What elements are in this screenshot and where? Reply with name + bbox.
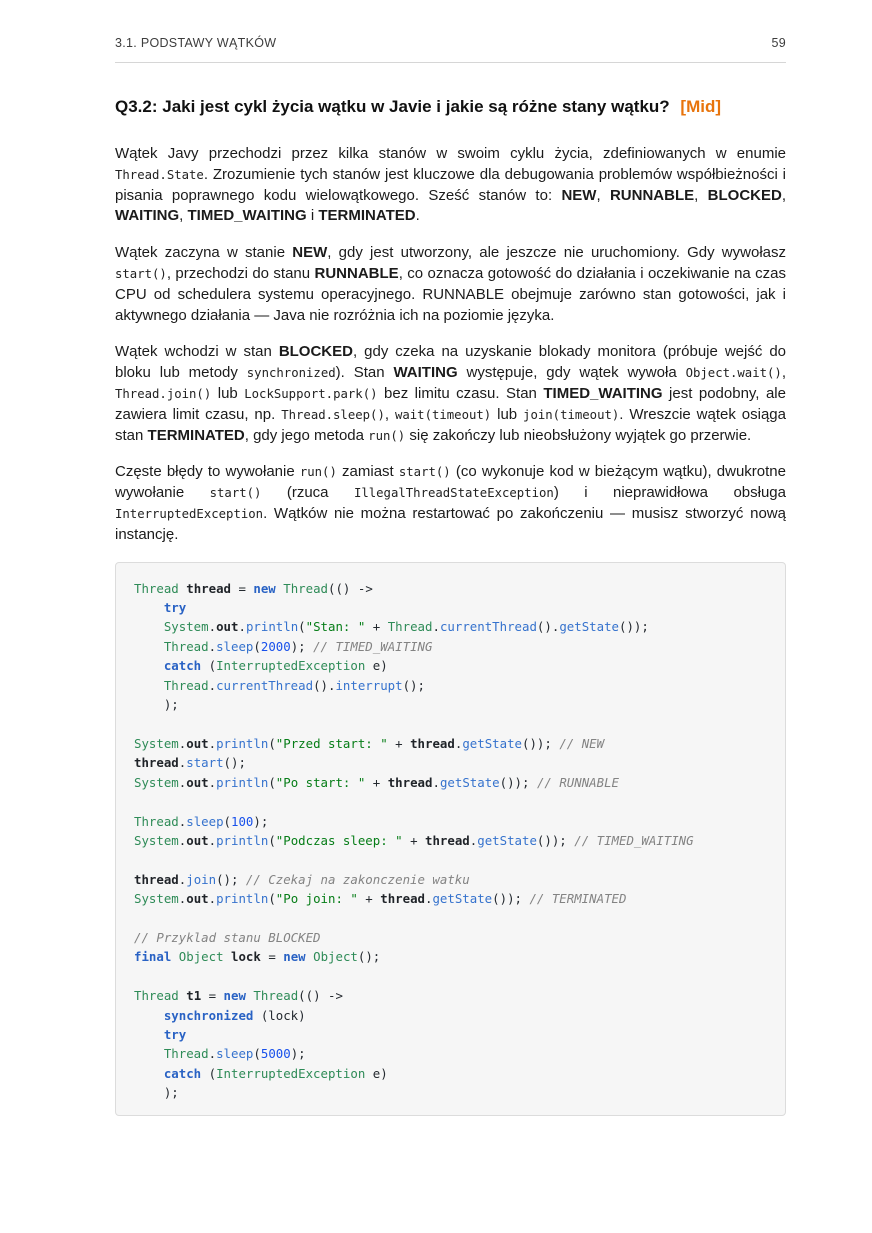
difficulty-badge: [Mid]: [680, 97, 721, 116]
code-line: [134, 1083, 767, 1102]
code-token: +: [357, 891, 381, 907]
code-token: thread: [134, 871, 179, 887]
code-token: ();: [216, 871, 246, 887]
code-line: [134, 579, 767, 598]
code-line: [134, 598, 767, 617]
code-token: "Po join: ": [275, 891, 358, 907]
code-line: [134, 928, 767, 947]
code-token: thread: [425, 832, 470, 848]
code-token: .: [208, 774, 217, 790]
code-token: 5000: [260, 1046, 291, 1062]
text-segment: Wątek Javy przechodzi przez kilka stanów w swoim cyklu życia, zdefiniowanych w enumie: [115, 145, 786, 163]
inline-code: wait(timeout): [394, 407, 492, 422]
code-token: (: [268, 774, 276, 790]
code-token: ().: [313, 677, 336, 693]
paragraph: [115, 243, 786, 326]
code-token: println: [245, 619, 299, 635]
text-segment: , gdy jego metoda: [244, 426, 369, 444]
code-token: (() ->: [328, 580, 373, 596]
code-token: InterruptedException: [216, 1065, 366, 1081]
code-line: [134, 889, 767, 908]
inline-code: Thread.State: [115, 167, 204, 182]
code-line: [134, 947, 767, 966]
code-token: println: [216, 774, 269, 790]
code-token: Thread: [163, 1046, 209, 1062]
code-line: [134, 1006, 767, 1025]
code-token: (lock): [253, 1007, 306, 1023]
paragraph: [115, 144, 786, 227]
code-token: Object: [178, 949, 224, 965]
code-token: ());: [522, 735, 560, 751]
code-token: .: [208, 891, 217, 907]
question-title: [115, 96, 786, 118]
code-line: [134, 1064, 767, 1083]
code-token: start: [186, 755, 224, 771]
bold-term: TIMED_WAITING: [187, 207, 307, 225]
code-token: getState: [432, 891, 493, 907]
text-segment: występuje, gdy wątek wywoła: [457, 364, 686, 382]
code-token: t1: [186, 988, 202, 1004]
code-token: out: [186, 891, 209, 907]
bold-term: RUNNABLE: [314, 265, 399, 283]
text-segment: ). Stan: [335, 364, 394, 382]
inline-code: join(timeout): [523, 407, 620, 422]
bold-term: TERMINATED: [318, 207, 416, 225]
code-token: // TERMINATED: [529, 891, 627, 907]
code-token: (: [268, 891, 276, 907]
code-token: new: [253, 580, 276, 596]
code-token: ());: [499, 774, 537, 790]
code-token: join: [186, 871, 217, 887]
code-token: catch: [163, 658, 202, 674]
text-segment: , przechodzi do stanu: [166, 265, 315, 283]
code-token: .: [178, 891, 187, 907]
code-token: (: [223, 813, 232, 829]
text-segment: ,: [694, 186, 708, 204]
code-token: try: [163, 600, 187, 616]
code-token: (: [253, 1046, 261, 1062]
bold-term: NEW: [561, 186, 597, 204]
code-token: +: [365, 774, 388, 790]
inline-code: Thread.sleep(): [281, 407, 385, 422]
code-token: ());: [536, 832, 575, 848]
code-line: [134, 773, 767, 792]
text-segment: ,: [596, 186, 610, 204]
inline-code: synchronized: [246, 366, 336, 381]
code-line: [134, 714, 767, 733]
text-segment: ,: [384, 405, 395, 423]
text-segment: . Zrozumienie tych stanów jest kluczowe dla debugowania problemów współbieżności i pisania poprawnego kodu wielowątkowego. Sześć stanów to:: [115, 165, 786, 204]
text-segment: Częste błędy to wywołanie: [115, 463, 300, 481]
code-line: [134, 695, 767, 714]
text-segment: Wątek zaczyna w stanie: [115, 244, 293, 262]
bold-term: WAITING: [115, 207, 180, 225]
code-token: ();: [402, 677, 425, 693]
code-line: [134, 1025, 767, 1044]
inline-code: InterruptedException: [115, 507, 264, 522]
code-token: );: [134, 1085, 179, 1101]
text-segment: Wątek wchodzi w stan: [115, 343, 279, 361]
code-token: // TIMED_WAITING: [574, 832, 694, 848]
code-token: [134, 1046, 164, 1061]
code-token: e): [365, 1065, 388, 1081]
code-line: [134, 792, 767, 811]
code-token: println: [216, 832, 269, 848]
code-token: [134, 1008, 164, 1023]
code-token: .: [208, 832, 217, 848]
inline-code: start(): [398, 465, 451, 480]
code-token: );: [253, 813, 269, 829]
text-segment: , gdy czeka na uzyskanie blokady monitora (próbuje wejść do bloku lub metody: [115, 343, 787, 382]
page-header: [115, 0, 786, 50]
text-segment: . Wreszcie wątek osiąga stan: [115, 405, 786, 444]
code-line: [134, 831, 767, 850]
inline-code: Thread.join(): [115, 387, 212, 402]
code-token: .: [208, 638, 217, 654]
code-token: "Stan: ": [305, 619, 366, 635]
code-line: [134, 909, 767, 928]
code-token: );: [290, 1046, 306, 1062]
code-token: getState: [559, 619, 619, 635]
bold-term: BLOCKED: [707, 186, 782, 204]
code-token: [134, 1027, 164, 1042]
text-segment: i: [306, 207, 319, 225]
code-token: // Przyklad stanu BLOCKED: [134, 929, 321, 945]
inline-code: IllegalThreadStateException: [353, 486, 554, 501]
section-heading: 3.1. PODSTAWY WĄTKÓW: [115, 36, 277, 50]
code-token: [134, 1066, 164, 1081]
code-block: [115, 562, 786, 1116]
code-token: .: [432, 774, 440, 790]
code-token: );: [134, 697, 179, 713]
code-token: "Przed start: ": [275, 735, 388, 751]
text-segment: ,: [179, 207, 188, 225]
text-segment: zamiast: [336, 463, 399, 481]
code-token: System: [163, 619, 209, 635]
inline-code: start(): [209, 486, 262, 501]
code-token: out: [186, 774, 209, 790]
code-token: (: [201, 1065, 217, 1081]
code-token: new: [283, 949, 306, 965]
code-line: [134, 734, 767, 753]
code-token: // Czekaj na zakonczenie watku: [245, 871, 470, 887]
code-token: ());: [619, 619, 649, 635]
code-token: out: [186, 735, 209, 751]
code-token: e): [365, 658, 388, 674]
paragraph: [115, 342, 786, 446]
code-token: final: [134, 949, 172, 965]
body-paragraphs: [115, 144, 786, 546]
code-token: =: [231, 580, 254, 596]
code-token: ();: [357, 949, 381, 965]
inline-code: run(): [368, 428, 406, 443]
code-token: [224, 949, 231, 964]
code-token: ();: [223, 755, 246, 771]
inline-code: run(): [299, 465, 337, 480]
code-token: "Podczas sleep: ": [275, 832, 403, 848]
code-token: [134, 678, 164, 693]
code-token: currentThread: [439, 619, 537, 635]
text-segment: bez limitu czasu. Stan: [377, 385, 544, 403]
code-line: [134, 870, 767, 889]
inline-code: Object.wait(): [685, 366, 782, 381]
code-token: InterruptedException: [216, 658, 366, 674]
code-token: .: [178, 832, 187, 848]
code-token: +: [402, 832, 425, 848]
question-title-text: Q3.2: Jaki jest cykl życia wątku w Javie i jakie są różne stany wątku?: [115, 97, 670, 116]
code-token: System: [134, 735, 179, 751]
code-token: .: [208, 619, 217, 635]
code-line: [134, 850, 767, 869]
code-token: sleep: [186, 813, 224, 829]
code-token: thread: [186, 580, 231, 596]
code-token: [134, 658, 164, 673]
code-token: lock: [231, 949, 261, 965]
code-token: sleep: [216, 638, 254, 654]
inline-code: start(): [115, 267, 167, 282]
code-token: (: [268, 832, 276, 848]
code-token: [171, 949, 178, 964]
bold-term: NEW: [292, 244, 328, 262]
code-token: getState: [477, 832, 537, 848]
code-token: ());: [492, 891, 530, 907]
text-segment: się zakończy lub nieobsłużony wyjątek go przerwie.: [405, 426, 752, 444]
code-token: println: [216, 735, 269, 751]
code-token: // TIMED_WAITING: [313, 638, 433, 654]
code-token: +: [365, 619, 388, 635]
code-token: .: [178, 813, 187, 829]
paragraph: [115, 462, 786, 545]
text-segment: (rzuca: [261, 484, 354, 502]
code-token: catch: [163, 1065, 202, 1081]
code-token: [134, 619, 164, 634]
code-token: getState: [439, 774, 500, 790]
code-token: Thread: [134, 580, 179, 596]
code-token: try: [163, 1026, 187, 1042]
code-token: new: [223, 988, 246, 1004]
code-token: getState: [462, 735, 522, 751]
code-token: .: [178, 871, 187, 887]
code-token: out: [186, 832, 209, 848]
bold-term: TIMED_WAITING: [543, 385, 663, 403]
code-token: .: [454, 735, 463, 751]
code-line: [134, 986, 767, 1005]
text-segment: . Wątków nie można restartować po zakończeniu — musisz stworzyć nową instancję.: [115, 505, 786, 543]
code-token: Thread: [134, 813, 179, 829]
code-token: .: [208, 1046, 217, 1062]
code-token: "Po start: ": [275, 774, 366, 790]
code-token: Thread: [283, 580, 329, 596]
code-token: thread: [410, 735, 455, 751]
code-token: Thread: [253, 988, 299, 1004]
code-token: Thread: [387, 619, 433, 635]
code-token: thread: [387, 774, 433, 790]
code-token: (: [201, 658, 217, 674]
code-token: System: [134, 891, 179, 907]
code-token: .: [178, 774, 187, 790]
code-token: thread: [380, 891, 425, 907]
code-line: [134, 617, 767, 636]
page-number: 59: [771, 36, 786, 50]
code-token: [306, 949, 313, 964]
code-token: System: [134, 774, 179, 790]
header-rule: [115, 62, 786, 63]
text-segment: lub: [211, 385, 245, 403]
code-line: [134, 967, 767, 986]
text-segment: .: [415, 207, 420, 225]
code-token: 100: [231, 813, 254, 829]
code-line: [134, 812, 767, 831]
text-segment: ) i nieprawidłowa obsługa: [553, 484, 786, 502]
code-token: (() ->: [298, 988, 343, 1004]
code-line: [134, 753, 767, 772]
code-token: 2000: [260, 638, 291, 654]
code-token: out: [216, 619, 239, 635]
code-token: thread: [134, 755, 179, 771]
code-token: .: [208, 677, 217, 693]
text-segment: ,: [781, 364, 786, 382]
code-token: =: [260, 949, 284, 965]
code-line: [134, 1044, 767, 1063]
bold-term: WAITING: [393, 364, 458, 382]
code-token: .: [425, 891, 433, 907]
code-token: +: [387, 735, 411, 751]
text-segment: ,: [781, 186, 786, 204]
bold-term: RUNNABLE: [609, 186, 695, 204]
text-segment: , co oznacza gotowość do działania i oczekiwanie na czas CPU od schedulera systemu operacyjnego. RUNNABLE obejmuje zarówno stan gotowości, jak i aktywnego działania — Java nie rozróżnia ich na poziomie języka.: [115, 265, 786, 324]
code-token: currentThread: [216, 677, 314, 693]
code-token: (: [268, 735, 276, 751]
code-line: [134, 637, 767, 656]
code-token: Thread: [163, 638, 209, 654]
code-line: [134, 656, 767, 675]
code-token: [134, 639, 164, 654]
code-token: .: [178, 755, 187, 771]
code-token: Thread: [163, 677, 209, 693]
inline-code: LockSupport.park(): [244, 387, 378, 402]
code-token: .: [208, 735, 217, 751]
code-token: (: [253, 638, 261, 654]
code-token: (: [298, 619, 306, 635]
text-segment: jest podobny, ale zawiera limit czasu, np.: [115, 385, 786, 423]
code-token: Object: [313, 949, 358, 965]
bold-term: TERMINATED: [147, 426, 245, 444]
text-segment: (co wykonuje kod w bieżącym wątku), dwukrotne wywołanie: [115, 463, 786, 502]
code-token: [134, 600, 164, 615]
code-token: System: [134, 832, 179, 848]
bold-term: BLOCKED: [278, 343, 353, 361]
code-token: interrupt: [335, 677, 403, 693]
code-line: [134, 676, 767, 695]
code-token: .: [469, 832, 478, 848]
code-token: .: [238, 619, 246, 635]
code-token: );: [290, 638, 314, 654]
code-token: .: [178, 735, 187, 751]
code-token: ().: [536, 619, 560, 635]
text-segment: lub: [491, 405, 524, 423]
code-token: .: [432, 619, 440, 635]
code-token: // NEW: [559, 735, 605, 751]
code-token: Thread: [134, 988, 179, 1004]
code-token: sleep: [216, 1046, 254, 1062]
code-token: println: [216, 891, 269, 907]
text-segment: , gdy jest utworzony, ale jeszcze nie uruchomiony. Gdy wywołasz: [327, 244, 786, 262]
code-token: synchronized: [163, 1007, 254, 1023]
code-token: // RUNNABLE: [536, 774, 619, 790]
code-token: =: [201, 988, 224, 1004]
